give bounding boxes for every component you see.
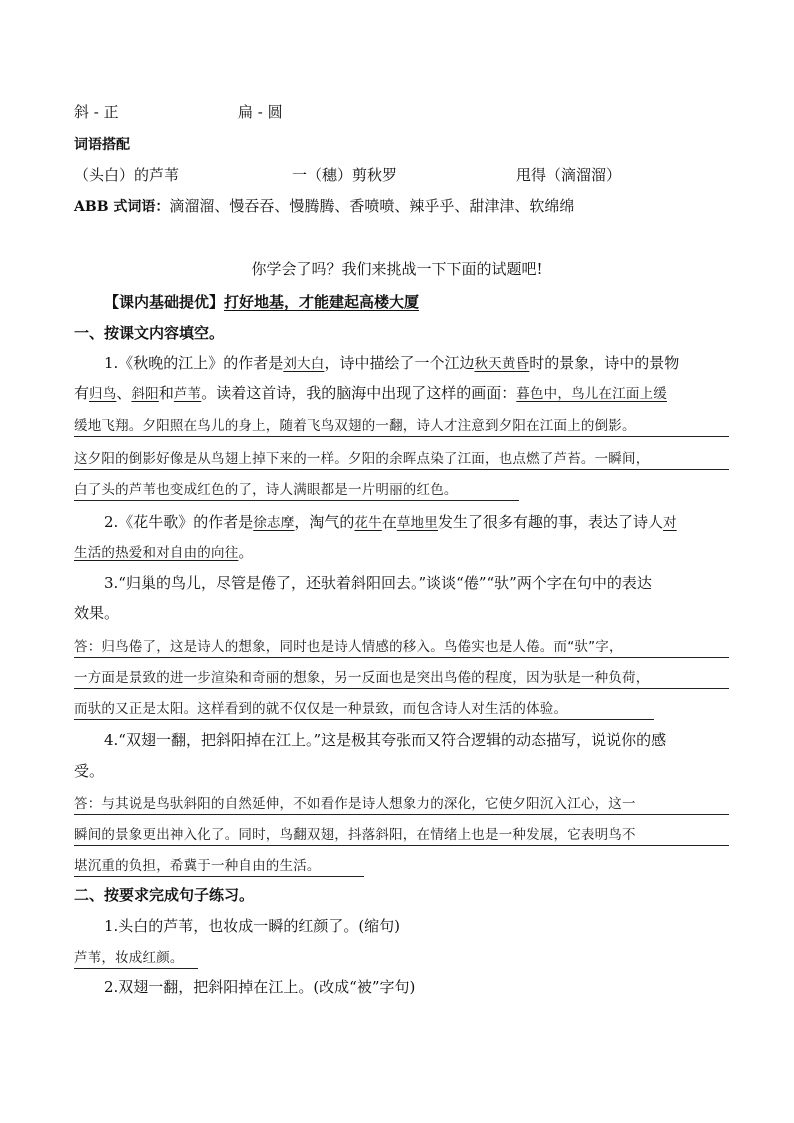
q1-scenery-answer-3: 芦苇	[173, 386, 202, 402]
q2-author-answer: 徐志摩	[253, 515, 295, 531]
q2-feeling-answer-start: 对	[662, 515, 677, 531]
q4-line1: 4.“双翅一翻，把斜阳掉在江上。”这是极其夸张而又符合逻辑的动态描写，说说你的感	[104, 731, 667, 749]
section-slogan: 打好地基，才能建起高楼大厦	[224, 293, 420, 311]
q4-answer-line-2: 瞬间的景象更出神入化了。同时，鸟翻双翅，抖落斜阳，在情绪上也是一种发展，它表明鸟不	[74, 823, 729, 846]
q2-text-c: 在	[381, 513, 397, 531]
q1-text-d: 有	[74, 384, 90, 402]
q1-line2	[74, 382, 667, 403]
q2-subject-answer: 花牛	[354, 515, 382, 531]
q1-answer-line-4: 白了头的芦苇也变成红色的了，诗人满眼都是一片明丽的红色。	[74, 478, 519, 501]
q1-text-c: 时的景象，诗中的景物	[529, 354, 680, 372]
q1-answer-line-2: 缓地飞翔。夕阳照在鸟儿的身上，随着飞鸟双翅的一翻，诗人才注意到夕阳在江面上的倒影。	[74, 414, 729, 437]
collocation-item-3: 甩得（滴溜溜）	[516, 166, 622, 184]
q2-text-d: 发生了很多有趣的事，表达了诗人	[437, 513, 663, 531]
q3-answer-line-3: 而驮的又正是太阳。这样看到的就不仅仅是一种景致，而包含诗人对生活的体验。	[74, 697, 654, 720]
q4-answer-line-1: 答：与其说是鸟驮斜阳的自然延伸，不如看作是诗人想象力的深化，它使夕阳沉入江心，这一	[74, 792, 729, 815]
q1-sep: 、	[116, 384, 132, 402]
p2-q2-text: 2.双翅一翻，把斜阳掉在江上。(改成“被”字句)	[104, 978, 416, 996]
p2-q1-answer: 芦苇，妆成红颜。	[74, 946, 198, 969]
q2-text-a: 2.《花牛歌》的作者是	[104, 513, 254, 531]
part2-heading: 二、按要求完成句子练习。	[74, 886, 255, 904]
q2-place-answer: 草地里	[396, 515, 438, 531]
q1-scene-answer-start: 暮色中，鸟儿在江面上缓	[516, 386, 667, 402]
abb-label: ABB 式词语：	[74, 199, 170, 215]
antonym-pair-1: 斜 - 正	[74, 103, 119, 121]
q3-answer-line-1: 答：归鸟倦了，这是诗人的想象，同时也是诗人情感的移入。鸟倦实也是人倦。而“驮”字，	[74, 635, 729, 658]
antonym-pair-2: 扁 - 圆	[238, 103, 283, 121]
q3-line1: 3.“归巢的鸟儿，尽管是倦了，还驮着斜阳回去。”谈谈“倦”“驮”两个字在句中的表达	[104, 574, 652, 592]
q2-text-b: ，淘气的	[294, 513, 355, 531]
section-tag: 【课内基础提优】	[104, 293, 225, 311]
p2-q1-text: 1.头白的芦苇，也妆成一瞬的红颜了。(缩句)	[104, 917, 401, 935]
q1-scenery-answer-1: 归鸟	[89, 386, 117, 402]
q1-answer-line-3: 这夕阳的倒影好像是从鸟翅上掉下来的一样。夕阳的余晖点染了江面，也点燃了芦苔。一瞬间，	[74, 447, 729, 470]
q1-text-e: 。读着这首诗，我的脑海中出现了这样的画面：	[201, 384, 517, 402]
collocation-heading: 词语搭配	[74, 137, 130, 153]
section-title	[104, 291, 419, 312]
abb-line	[74, 195, 574, 216]
q1-text-a: 1.《秋晚的江上》的作者是	[104, 354, 284, 372]
q2-end: 。	[238, 543, 254, 561]
q2-line2	[74, 541, 253, 562]
q4-line2: 受。	[74, 762, 105, 780]
q3-line2: 效果。	[74, 604, 120, 622]
q1-scene-answer: 秋天黄昏	[474, 356, 530, 372]
q4-answer-line-3: 堪沉重的负担，希冀于一种自由的生活。	[74, 854, 364, 877]
part1-heading: 一、按课文内容填空。	[74, 324, 225, 342]
q1-line1	[104, 352, 679, 373]
collocation-item-1: （头白）的芦苇	[74, 166, 180, 184]
collocation-item-2: 一（穗）剪秋罗	[292, 166, 398, 184]
q1-and: 和	[158, 384, 174, 402]
q1-scenery-answer-2: 斜阳	[131, 386, 159, 402]
q2-feeling-answer: 生活的热爱和对自由的向往	[74, 545, 239, 561]
challenge-prompt: 你学会了吗？我们来挑战一下下面的试题吧!	[251, 260, 543, 278]
q2-line1	[104, 511, 677, 532]
q3-answer-line-2: 一方面是景致的进一步渲染和奇丽的想象，另一反面也是突出鸟倦的程度，因为驮是一种负荷，	[74, 666, 729, 689]
q1-author-answer: 刘大白	[283, 356, 325, 372]
q1-text-b: ，诗中描绘了一个江边	[324, 354, 475, 372]
abb-words: 滴溜溜、慢吞吞、慢腾腾、香喷喷、辣乎乎、甜津津、软绵绵	[169, 197, 575, 215]
